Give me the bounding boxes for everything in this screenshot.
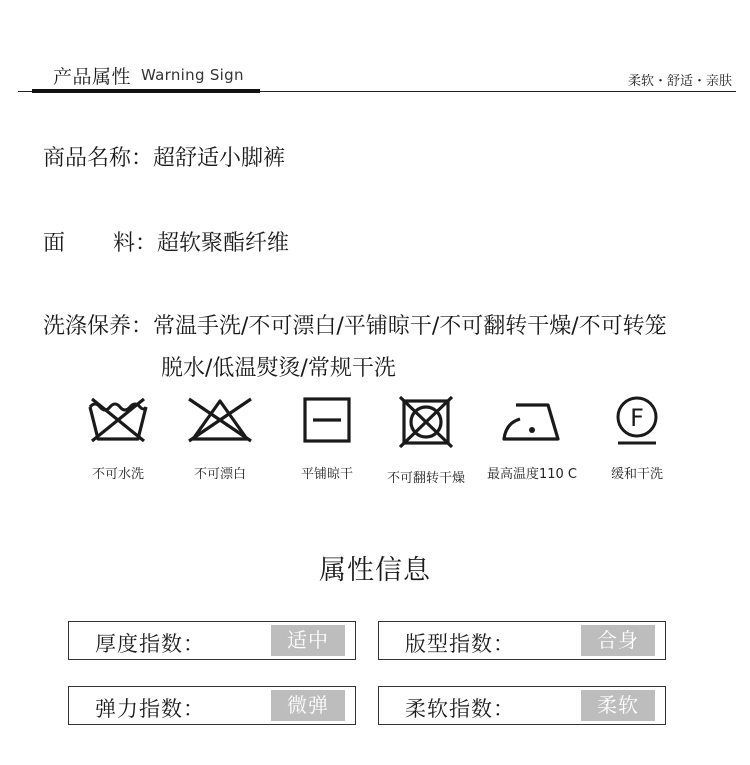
no-water-wash-icon (86, 395, 150, 445)
attribute-softness (378, 686, 666, 725)
attribute-label: 弹力指数： (95, 697, 205, 721)
dry-clean-icon (611, 395, 663, 449)
product-name-value: 超舒适小脚裤 (153, 146, 286, 171)
care-icon-item (277, 395, 377, 482)
iron-icon (500, 395, 564, 445)
care-icon-label: 平铺晾干 (300, 467, 353, 482)
care-icon-label: 不可水洗 (91, 467, 144, 482)
fabric-row (43, 226, 289, 257)
care-icon-item (170, 395, 270, 482)
attribute-label: 厚度指数： (95, 632, 205, 656)
attribute-label: 版型指数： (405, 632, 515, 656)
product-name-row (43, 141, 285, 172)
no-tumble-dry-icon (398, 395, 454, 449)
care-icons-row (0, 395, 750, 495)
care-value-line2: 脱水/低温熨烫/常规干洗 (161, 356, 396, 381)
care-row (43, 309, 667, 340)
attribute-value: 柔软 (581, 690, 655, 721)
care-label: 洗涤保养： (43, 314, 154, 339)
attribute-value: 适中 (271, 625, 345, 656)
care-icon-item (376, 395, 476, 486)
attribute-value: 微弹 (271, 690, 345, 721)
attribute-fit (378, 621, 666, 660)
care-icon-label: 最高温度110 C (486, 467, 578, 482)
care-icon-item (482, 395, 582, 482)
care-icon-label: 不可漂白 (193, 467, 246, 482)
header-tagline: 柔软・舒适・亲肤 (627, 74, 732, 89)
dry-flat-icon (301, 395, 353, 445)
attribute-label: 柔软指数： (405, 697, 515, 721)
header-subtitle: Warning Sign (141, 66, 244, 84)
attribute-elasticity (68, 686, 356, 725)
no-bleach-icon (185, 395, 255, 445)
attribute-thickness (68, 621, 356, 660)
fabric-value: 超软聚酯纤维 (157, 231, 290, 256)
svg-text:F: F (630, 404, 644, 432)
care-icon-item (68, 395, 168, 482)
fabric-label-part2: 料： (113, 231, 158, 256)
care-icon-item (587, 395, 687, 482)
care-value-line1: 常温手洗/不可漂白/平铺晾干/不可翻转干燥/不可转笼 (153, 314, 667, 339)
care-icon-label: 缓和干洗 (610, 467, 663, 482)
product-name-label: 商品名称： (43, 146, 154, 171)
care-icon-label: 不可翻转干燥 (386, 471, 465, 486)
header-accent-bar (32, 89, 260, 93)
attribute-value: 合身 (581, 625, 655, 656)
page-header (0, 0, 750, 100)
fabric-label-part1: 面 (43, 231, 66, 256)
attributes-title: 属性信息 (319, 555, 431, 586)
header-title: 产品属性 (53, 66, 132, 88)
